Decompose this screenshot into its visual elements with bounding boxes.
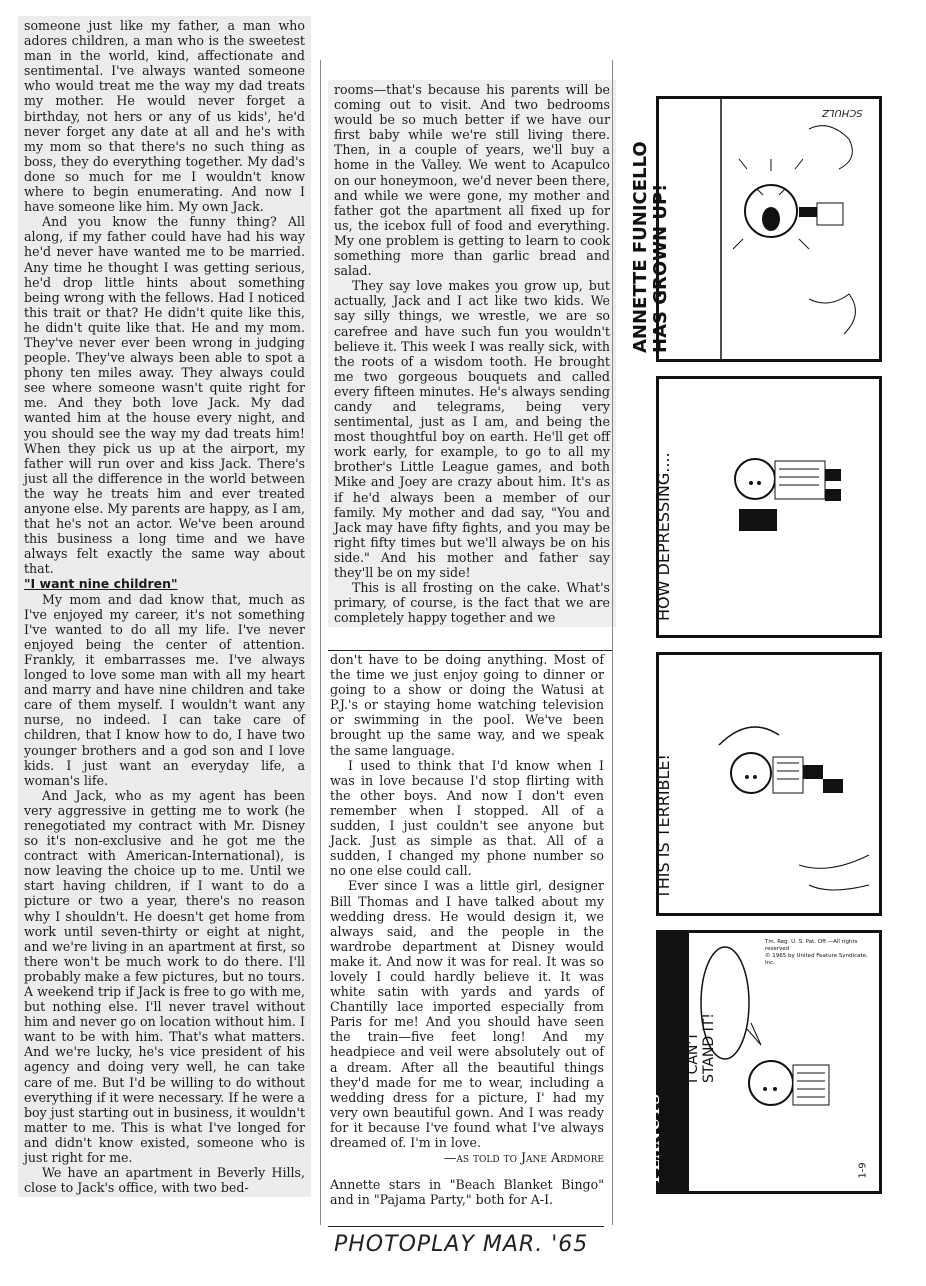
article-column-middle-bottom — [330, 652, 604, 1207]
paragraph: rooms—that's because his parents will be coming out to visit. And two bedrooms would be so much better if we have our first baby while we're still living there. Then, in a couple of years, we'll buy a home in the Valley. We went to Acapulco on our honeymoon, we'd never been there, and while we were gone, my mother and father got the apartment all fixed up for us, the icebox full of food and everything. My one problem is getting to learn to cook something more than garlic bread and salad. — [334, 82, 610, 279]
paragraph: This is all frosting on the cake. What's primary, of course, is the fact that we are completely happy together and we — [334, 580, 610, 626]
paragraph: And you know the funny thing? All along, if my father could have had his way he'd never have wanted me to be married. Any time he thought I was getting serious, he'd drop little hints about something being wrong with the fellows. Had I noticed this trait or that? He didn't quite like this, he didn't quite like that. He and my mom. They've never ever been wrong in judging people. They've always been able to spot a phony ten miles away. They always could see where someone wasn't quite right for me. And they both love Jack. My dad wanted him at the house every night, and you should see the way my dad treats him! When they pick us up at the airport, my father will run over and kiss Jack. There's just all the difference in the world between the way he treats him and ever treated anyone else. My parents are happy, as I am, that he's not an actor. We've been around this business a long time and we have always felt exactly the same way about that. — [24, 214, 305, 577]
paragraph: someone just like my father, a man who adores children, a man who is the sweetest man in the world, kind, affectionate and sentimental. I've always wanted someone who would treat me the way my dad treats my mother. He would never forget a birthday, not hers or any of us kids', he'd never forget any date at all and he's with my mom so that there's no such thing as boss, they do everything together. My dad's done so much for me I wouldn't know where to begin enumerating. And now I have someone like him. My own Jack. — [24, 18, 305, 215]
article-column-left — [18, 16, 311, 1197]
panel-2-art — [659, 379, 879, 635]
paragraph: Ever since I was a little girl, designer Bill Thomas and I have talked about my wedding dress. He would design it, we always said, and the people in the wardrobe department at Disney would make it. And now it was for real. It was so lovely I could hardly believe it. It was white satin with yards and yards of Chantilly lace imported especially from Paris for me! And you should have seen the train—five feet long! And my headpiece and veil were absolutely out of a dream. After all the beautiful things they'd made for me to wear, including a wedding dress for a picture, I' had my very own beautiful gown. And I was ready for it because I've found what I've always dreamed of. I'm in love. — [330, 878, 604, 1150]
column-divider — [328, 650, 612, 651]
article-column-middle-top — [328, 80, 616, 627]
comic-panel-4 — [645, 930, 882, 1194]
paragraph: And Jack, who as my agent has been very aggressive in getting me to work (he renegotiated my contract with Mr. Disney so it's non-exclusive and he got me the contract with American-International), is now leaving the choice up to me. Until we start having children, if I want to do a picture or two a year, there's no reason why I shouldn't. He doesn't get home from work until seven-thirty or eight at night, and we're living in an apartment at first, so there won't be much work to do there. I'll probably make a few pictures, but no tours. A weekend trip if Jack is free to go with me, but nothing else. I'll never travel without him and never go on location without him. I want to be with him. That's what matters. And we're lucky, he's vice president of his agency and doing very well, he can take care of me. But I'd be willing to do without everything if it were necessary. If he were a boy just starting out in business, it wouldn't matter to me. This is what I've longed for and didn't know existed, someone who is just right for me. — [24, 787, 305, 1166]
speech-balloon-text: I CAN'T STAND IT! — [685, 1013, 717, 1083]
film-note: Annette stars in "Beach Blanket Bingo" and in "Pajama Party," both for A-I. — [330, 1177, 604, 1208]
comic-panel-3 — [656, 652, 882, 916]
strip-date: 1-9 — [857, 1162, 869, 1179]
panel-1-art — [659, 99, 879, 359]
panel-2-caption: HOW DEPRESSING.... — [654, 452, 673, 621]
peanuts-logo: PEANUTS — [645, 1092, 663, 1183]
comic-panel-1 — [630, 96, 882, 362]
schulz-signature: SCHULZ — [822, 107, 863, 118]
panel-3-art — [659, 655, 879, 913]
bottom-rule — [328, 1226, 604, 1227]
copyright-notice: Tm. Reg. U. S. Pat. Off.—All rights reserved © 1965 by United Feature Syndicate, Inc. — [765, 939, 868, 966]
paragraph: My mom and dad know that, much as I've enjoyed my career, it's not something I've wanted to do all my life. I've never enjoyed being the center of attention. Frankly, it embarrasses me. I've always longed to love some man with all my heart and marry and have nine children and take care of them myself. I wouldn't want any nurse, no indeed. I can take care of children, that I know how to do, I have two younger brothers and a god son and I love kids. I just want an everyday life, a woman's life. — [24, 591, 305, 788]
paragraph: We have an apartment in Beverly Hills, close to Jack's office, with two bed- — [24, 1165, 305, 1196]
panel-3-caption: THIS IS TERRIBLE! — [654, 754, 673, 899]
panel-1-caption: ANNETTE FUNICELLO HAS GROWN UP! — [630, 141, 671, 353]
column-divider — [612, 60, 613, 1225]
author-credit: —as told to Jane Ardmore — [443, 1150, 604, 1166]
paragraph: I used to think that I'd know when I was in love because I'd stop flirting with the other boys. And now I don't even remember when I stopped. All of a sudden, I just couldn't see anyone but Jack. Just as simple as that. All of a sudden, I changed my phone number so no one else could call. — [330, 757, 604, 879]
column-divider — [320, 60, 321, 1225]
paragraph: don't have to be doing anything. Most of the time we just enjoy going to dinner or going to a show or doing the Watusi at P.J.'s or staying home watching television or swimming in the pool. We've been brought up the same way, and we speak the same language. — [330, 652, 604, 758]
section-subhead: "I want nine children" — [24, 576, 178, 592]
comic-panel-2 — [656, 376, 882, 638]
paragraph: They say love makes you grow up, but actually, Jack and I act like two kids. We say silly things, we wrestle, we are so carefree and have such fun you wouldn't believe it. This week I was really sick, with the roots of a wisdom tooth. He brought me two gorgeous bouquets and called every fifteen minutes. He's always sending candy and telegrams, being very sentimental, just as I am, and being the most thoughtful boy on earth. He'll get off work early, for example, to go to all my brother's Little League games, and both Mike and Joey are crazy about him. It's as if he'd always been a member of our family. My mother and dad say, "You and Jack may have fifty fights, and you may be right fifty times but we'll always be on his side." And his mother and father say they'll be on my side! — [334, 278, 610, 580]
handwritten-source-note: PHOTOPLAY MAR. '65 — [334, 1232, 589, 1257]
